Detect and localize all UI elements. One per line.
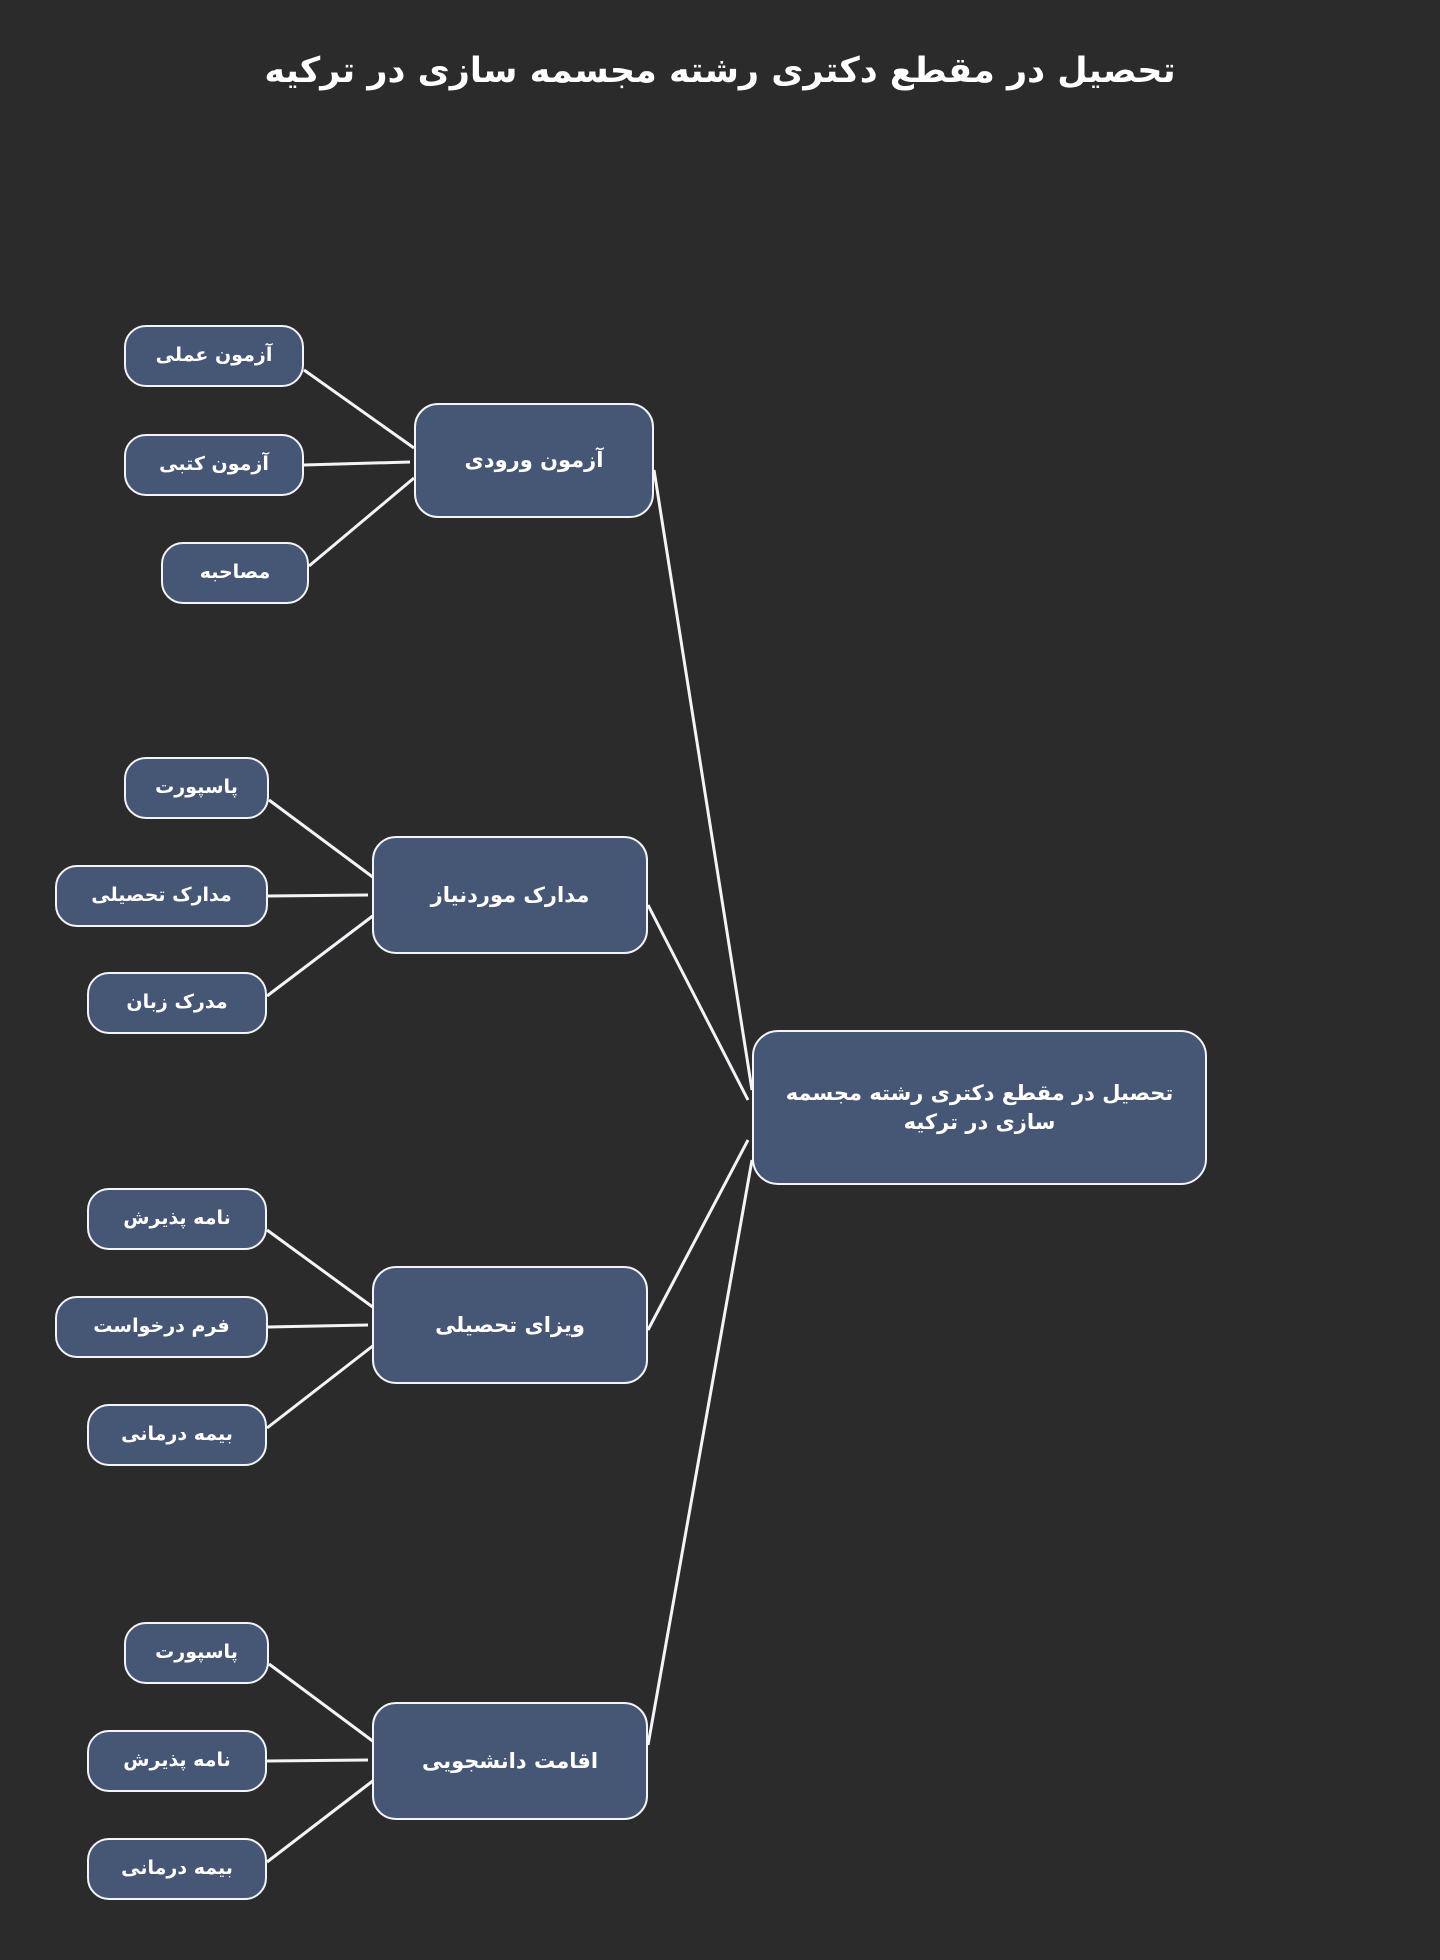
node-leaf-written-exam[interactable]	[124, 434, 304, 496]
node-branch-required-documents[interactable]	[372, 836, 648, 954]
node-leaf-label: آزمون کتبی	[159, 453, 269, 476]
node-leaf-label: پاسپورت	[155, 776, 238, 799]
node-root[interactable]	[752, 1030, 1207, 1185]
diagram-title: تحصیل در مقطع دکتری رشته مجسمه سازی در ترکیه	[264, 51, 1176, 91]
node-leaf-label: بیمه درمانی	[121, 1857, 233, 1880]
node-leaf-label: آزمون عملی	[155, 344, 273, 367]
node-leaf-academic-records[interactable]	[55, 865, 268, 927]
node-leaf-application-form[interactable]	[55, 1296, 268, 1358]
node-branch-label: ویزای تحصیلی	[435, 1312, 585, 1337]
node-leaf-acceptance-letter-residence[interactable]	[87, 1730, 267, 1792]
node-leaf-practical-exam[interactable]	[124, 325, 304, 387]
node-leaf-label: مدرک زبان	[126, 991, 228, 1014]
node-root-label: تحصیل در مقطع دکتری رشته مجسمه سازی در ترکیه	[785, 1081, 1174, 1134]
node-branch-label: اقامت دانشجویی	[421, 1748, 599, 1773]
node-leaf-label: مصاحبه	[199, 561, 271, 584]
node-leaf-health-insurance-residence[interactable]	[87, 1838, 267, 1900]
node-leaf-interview[interactable]	[161, 542, 309, 604]
node-branch-entrance-exam[interactable]	[414, 403, 654, 518]
node-leaf-label: نامه پذیرش	[123, 1749, 231, 1772]
node-branch-student-residence[interactable]	[372, 1702, 648, 1820]
node-branch-student-visa[interactable]	[372, 1266, 648, 1384]
node-leaf-passport-residence[interactable]	[124, 1622, 269, 1684]
node-leaf-acceptance-letter-visa[interactable]	[87, 1188, 267, 1250]
node-leaf-label: بیمه درمانی	[121, 1423, 233, 1446]
node-leaf-language-certificate[interactable]	[87, 972, 267, 1034]
node-leaf-passport-documents[interactable]	[124, 757, 269, 819]
node-branch-label: مدارک موردنیاز	[430, 882, 590, 907]
node-leaf-label: پاسپورت	[155, 1641, 238, 1664]
node-leaf-health-insurance-visa[interactable]	[87, 1404, 267, 1466]
node-leaf-label: نامه پذیرش	[123, 1207, 231, 1230]
node-leaf-label: فرم درخواست	[93, 1315, 230, 1338]
node-branch-label: آزمون ورودی	[464, 448, 604, 473]
node-leaf-label: مدارک تحصیلی	[91, 884, 232, 907]
